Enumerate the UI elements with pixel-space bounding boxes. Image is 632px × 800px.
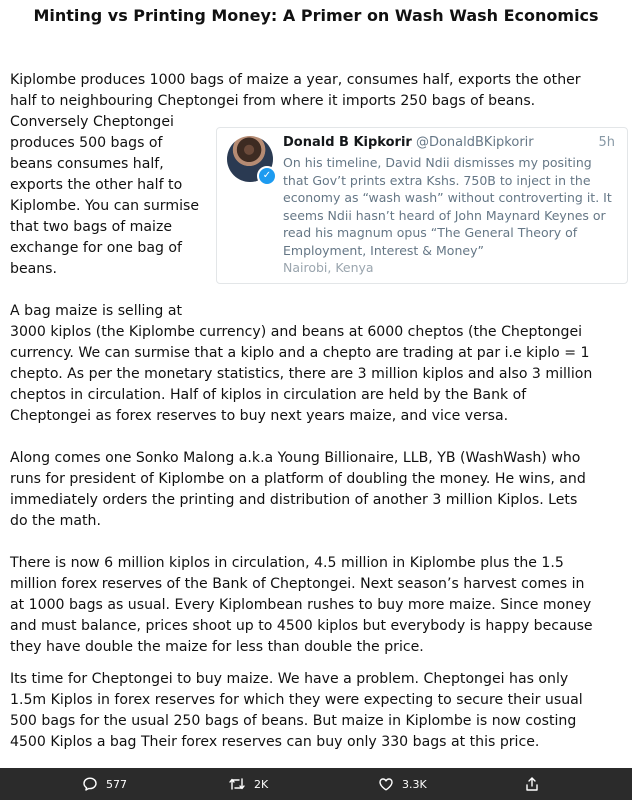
tweet-body [283,134,619,277]
like-count: 3.3K [402,777,427,791]
tweet-header [283,134,619,152]
tweet-text [283,154,619,259]
text-line: beans consumes half, [10,156,164,172]
text-line: Kiplombe produces 1000 bags of maize a year, consumes half, exports the other [10,72,581,88]
embedded-tweet-card[interactable] [216,127,628,284]
retweet-icon [228,776,246,792]
text-line: million forex reserves of the Bank of Cheptongei. Next season’s harvest comes in [10,576,585,592]
intro-paragraph-side [10,112,199,280]
like-button[interactable] [378,768,427,800]
text-line: produces 500 bags of [10,135,163,151]
text-line: 500 bags for the usual 250 bags of beans. But maize in Kiplombe is now costing [10,713,577,729]
text-line: Along comes one Sonko Malong a.k.a Young Billionaire, LLB, YB (WashWash) who [10,450,581,466]
text-line: chepto. As per the monetary statistics, there are 3 million kiplos and also 3 million [10,366,593,382]
text-line: that two bags of maize [10,219,173,235]
page-title: Minting vs Printing Money: A Primer on Wash Wash Economics [33,6,599,25]
text-line: There is now 6 million kiplos in circulation, 4.5 million in Kiplombe plus the 1.5 [10,555,564,571]
text-line: exports the other half to [10,177,183,193]
tweet-text-line: seems Ndii hasn’t heard of John Maynard Keynes or [283,207,606,223]
text-line: Cheptongei as forex reserves to buy next years maize, and vice versa. [10,408,509,424]
paragraph-inflation [10,553,593,658]
intro-paragraph-top [10,70,581,112]
share-icon [524,776,540,792]
text-line: A bag maize is selling at [10,303,182,319]
tweet-author-handle[interactable]: @DonaldBKipkorir [415,135,534,150]
tweet-text-line: that Gov’t prints extra Kshs. 750B to inject in the [283,172,591,188]
text-line: they have double the maize for less than double the price. [10,639,424,655]
text-line: 3000 kiplos (the Kiplombe currency) and beans at 6000 cheptos (the Cheptongei [10,324,583,340]
paragraph-sonko [10,448,586,532]
paragraph-forex-problem [10,669,583,753]
retweet-count: 2K [254,777,269,791]
tweet-location: Nairobi, Kenya [283,260,374,275]
text-line: exchange for one bag of [10,240,183,256]
retweet-button[interactable] [228,768,268,800]
text-line: 1.5m Kiplos in forex reserves for which they were expecting to secure their usual [10,692,583,708]
tweet-text-line: On his timeline, David Ndii dismisses my positing [283,155,592,170]
text-line: immediately orders the printing and distribution of another 3 million Kiplos. Lets [10,492,578,508]
text-line: Its time for Cheptongei to buy maize. We have a problem. Cheptongei has only [10,671,569,687]
verified-badge-icon: ✓ [257,166,277,186]
heart-icon [378,776,394,792]
tweet-text-line: economy as “wash wash” without controverting it. It [283,190,612,205]
text-line: runs for president of Kiplombe on a platform of doubling the money. He wins, and [10,471,586,487]
text-line: and must balance, prices shoot up to 4500 kiplos but everybody is happy because [10,618,593,634]
tweet-text-line: read his magnum opus “The General Theory of [283,225,578,240]
tweet-timestamp[interactable]: 5h [598,135,615,150]
tweet-text-line: Employment, Interest & Money” [283,242,484,258]
reply-icon [82,776,98,792]
text-line: currency. We can surmise that a kiplo and a chepto are trading at par i.e kiplo = 1 [10,345,590,361]
reply-button[interactable] [82,768,127,800]
share-button[interactable] [524,768,540,800]
text-line: beans. [10,261,58,277]
paragraph-exchange-rate [10,301,592,427]
text-line: cheptos in circulation. Half of kiplos in circulation are held by the Bank of [10,387,527,403]
text-line: Kiplombe. You can surmise [10,198,199,214]
tweet-author-name[interactable]: Donald B Kipkorir [283,135,412,150]
text-line: 4500 Kiplos a bag Their forex reserves can buy only 330 bags at this price. [10,734,540,750]
avatar[interactable] [227,136,273,182]
text-line: at 1000 bags as usual. Every Kiplombean rushes to buy more maize. Since money [10,597,592,613]
reply-count: 577 [106,777,127,791]
tweet-action-bar [0,768,632,800]
text-line: half to neighbouring Cheptongei from where it imports 250 bags of beans. [10,93,536,109]
text-line: do the math. [10,513,101,529]
text-line: Conversely Cheptongei [10,114,174,130]
